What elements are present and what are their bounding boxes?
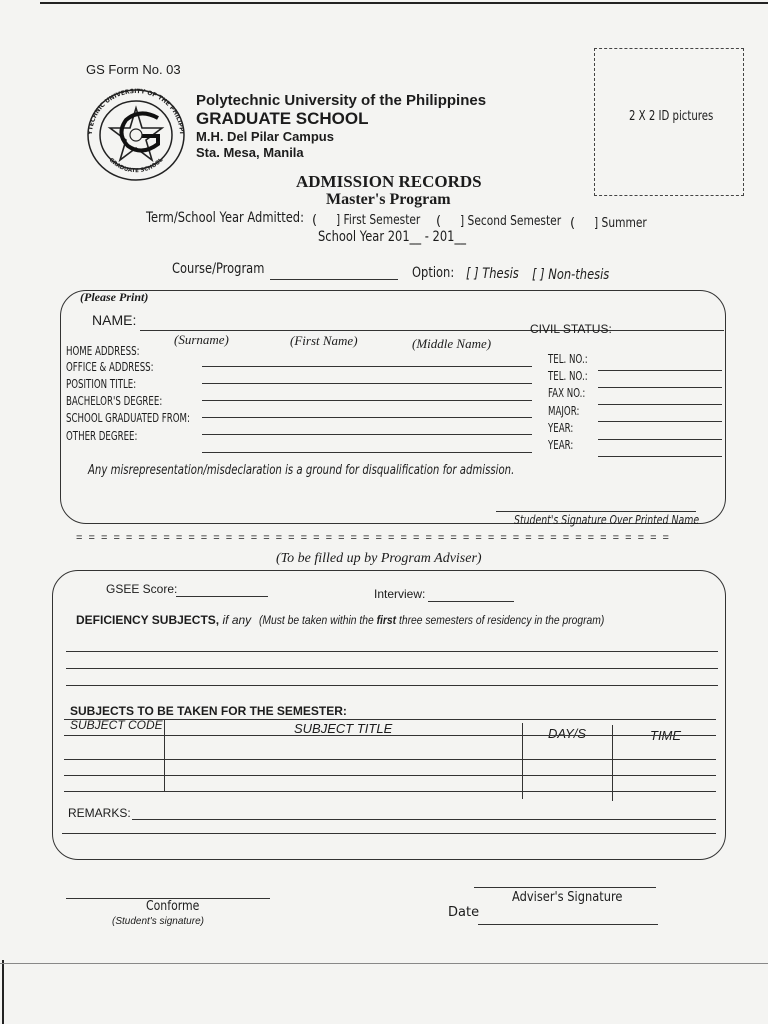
school-name: GRADUATE SCHOOL [196,109,369,128]
table-col-divider [522,723,523,799]
photo-box[interactable] [594,48,744,196]
deficiency-note [259,613,604,627]
deficiency-bold: DEFICIENCY SUBJECTS, [76,613,220,627]
col-header-days: DAY/S [548,726,587,741]
right-field-label: TEL. NO.: [548,369,588,383]
term-summer-option[interactable] [570,214,658,232]
right-field-input[interactable] [598,421,722,422]
left-field-label: OTHER DEGREE: [66,429,138,443]
civil-status-label: CIVIL STATUS: [530,322,612,336]
adviser-signature-line[interactable] [474,887,656,888]
name-label: NAME: [92,312,137,328]
table-col-divider [612,725,613,801]
city-name: Sta. Mesa, Manila [196,145,304,160]
conforme-label: Conforme [146,899,200,914]
seal-icon [80,86,192,184]
subjects-heading: SUBJECTS TO BE TAKEN FOR THE SEMESTER: [70,704,347,718]
bracket-open: ( [436,214,442,229]
nonthesis-option[interactable]: [ ] Non-thesis [532,267,610,283]
remarks-line[interactable] [62,833,716,834]
misrepresentation-warning: Any misrepresentation/misdeclaration is a ground for disqualification for admission. [88,463,515,478]
campus-name: M.H. Del Pilar Campus [196,129,334,144]
term-second-label: ] Second Semester [459,214,561,229]
left-field-label: BACHELOR'S DEGREE: [66,394,163,408]
table-header-border [64,735,716,736]
interview-input[interactable] [428,601,514,602]
bracket-open: ( [312,213,318,228]
left-field-label: SCHOOL GRADUATED FROM: [66,411,190,425]
table-col-divider [164,719,165,791]
student-signature-line[interactable] [496,511,696,512]
scan-left-edge [2,960,4,1024]
university-seal [80,86,192,184]
right-field-input[interactable] [598,404,722,405]
term-second-option[interactable] [436,212,583,230]
adviser-signature-label: Adviser's Signature [512,890,623,905]
table-row-line[interactable] [64,759,716,760]
interview-label: Interview: [374,587,426,601]
table-row-line[interactable] [64,791,716,792]
course-input[interactable] [270,279,398,280]
course-label: Course/Program [172,261,265,277]
left-field-label: HOME ADDRESS: [66,344,140,358]
col-header-code: SUBJECT CODE [70,718,163,732]
term-first-option[interactable] [312,211,438,229]
right-field-input[interactable] [598,370,722,371]
left-field-input[interactable] [202,452,532,453]
form-title: ADMISSION RECORDS [296,172,482,191]
scan-bottom-edge [0,963,768,964]
right-field-label: YEAR: [548,438,574,452]
left-field-input[interactable] [202,434,532,435]
thesis-option[interactable]: [ ] Thesis [466,266,519,282]
right-field-label: MAJOR: [548,404,580,418]
form-number: GS Form No. 03 [86,62,181,77]
left-field-label: OFFICE & ADDRESS: [66,360,154,374]
deficiency-note-2: three semesters of residency in the program) [398,613,604,627]
photo-label: 2 X 2 ID pictures [629,109,714,124]
seal-ring-text: YTECHNIC UNIVERSITY OF THE PHILIPPI [86,87,185,136]
remarks-label: REMARKS: [68,806,131,820]
section-divider: = = = = = = = = = = = = = = = = = = = = = = = = = = = = = = = = = = = = = = = = = = = = = = = = [76,532,671,544]
right-field-input[interactable] [598,387,722,388]
right-field-label: TEL. NO.: [548,352,588,366]
left-field-label: POSITION TITLE: [66,377,137,391]
bracket-open: ( [570,216,576,231]
col-header-time: TIME [650,728,682,743]
first-name-hint: (First Name) [290,333,358,348]
student-signature-label: Student's Signature Over Printed Name [514,513,700,527]
left-field-input[interactable] [202,366,532,367]
table-row-line[interactable] [64,775,716,776]
scan-top-edge [40,2,768,4]
left-field-input[interactable] [202,383,532,384]
surname-hint: (Surname) [174,332,229,347]
term-summer-label: ] Summer [593,216,647,231]
school-year-field[interactable]: School Year 201__ - 201__ [318,229,466,245]
deficiency-line[interactable] [66,668,718,669]
deficiency-if: if any [222,613,252,627]
term-label: Term/School Year Admitted: [146,210,304,226]
form-subtitle: Master's Program [326,191,451,208]
left-field-input[interactable] [202,417,532,418]
right-field-label: FAX NO.: [548,386,586,400]
right-field-label: YEAR: [548,421,574,435]
gsee-input[interactable] [176,596,268,597]
svg-text:POLYTECHNIC UNIVERSITY OF THE [80,86,185,136]
student-signature-hint: (Student's signature) [112,916,204,927]
middle-name-hint: (Middle Name) [412,336,492,351]
date-label: Date [448,905,480,920]
deficiency-heading [76,613,660,627]
seal-bottom-text: GRADUATE SCHOOL [107,157,165,175]
remarks-input[interactable] [132,819,716,820]
deficiency-line[interactable] [66,685,718,686]
gsee-label: GSEE Score: [106,582,178,596]
deficiency-note-bold: first [376,613,396,627]
date-input[interactable] [478,924,658,925]
deficiency-note-1: (Must be taken within the [258,613,374,627]
term-first-label: ] First Semester [335,213,420,228]
svg-text:GRADUATE SCHOOL [108,157,165,174]
please-print-note: (Please Print) [80,290,149,304]
right-field-input[interactable] [598,439,722,440]
left-field-input[interactable] [202,400,532,401]
deficiency-line[interactable] [66,651,718,652]
name-input[interactable] [140,330,724,331]
university-name: Polytechnic University of the Philippines [196,92,487,109]
option-label: Option: [412,265,455,281]
right-field-input[interactable] [598,456,722,457]
adviser-note: (To be filled up by Program Adviser) [276,551,482,566]
col-header-title: SUBJECT TITLE [294,721,393,736]
